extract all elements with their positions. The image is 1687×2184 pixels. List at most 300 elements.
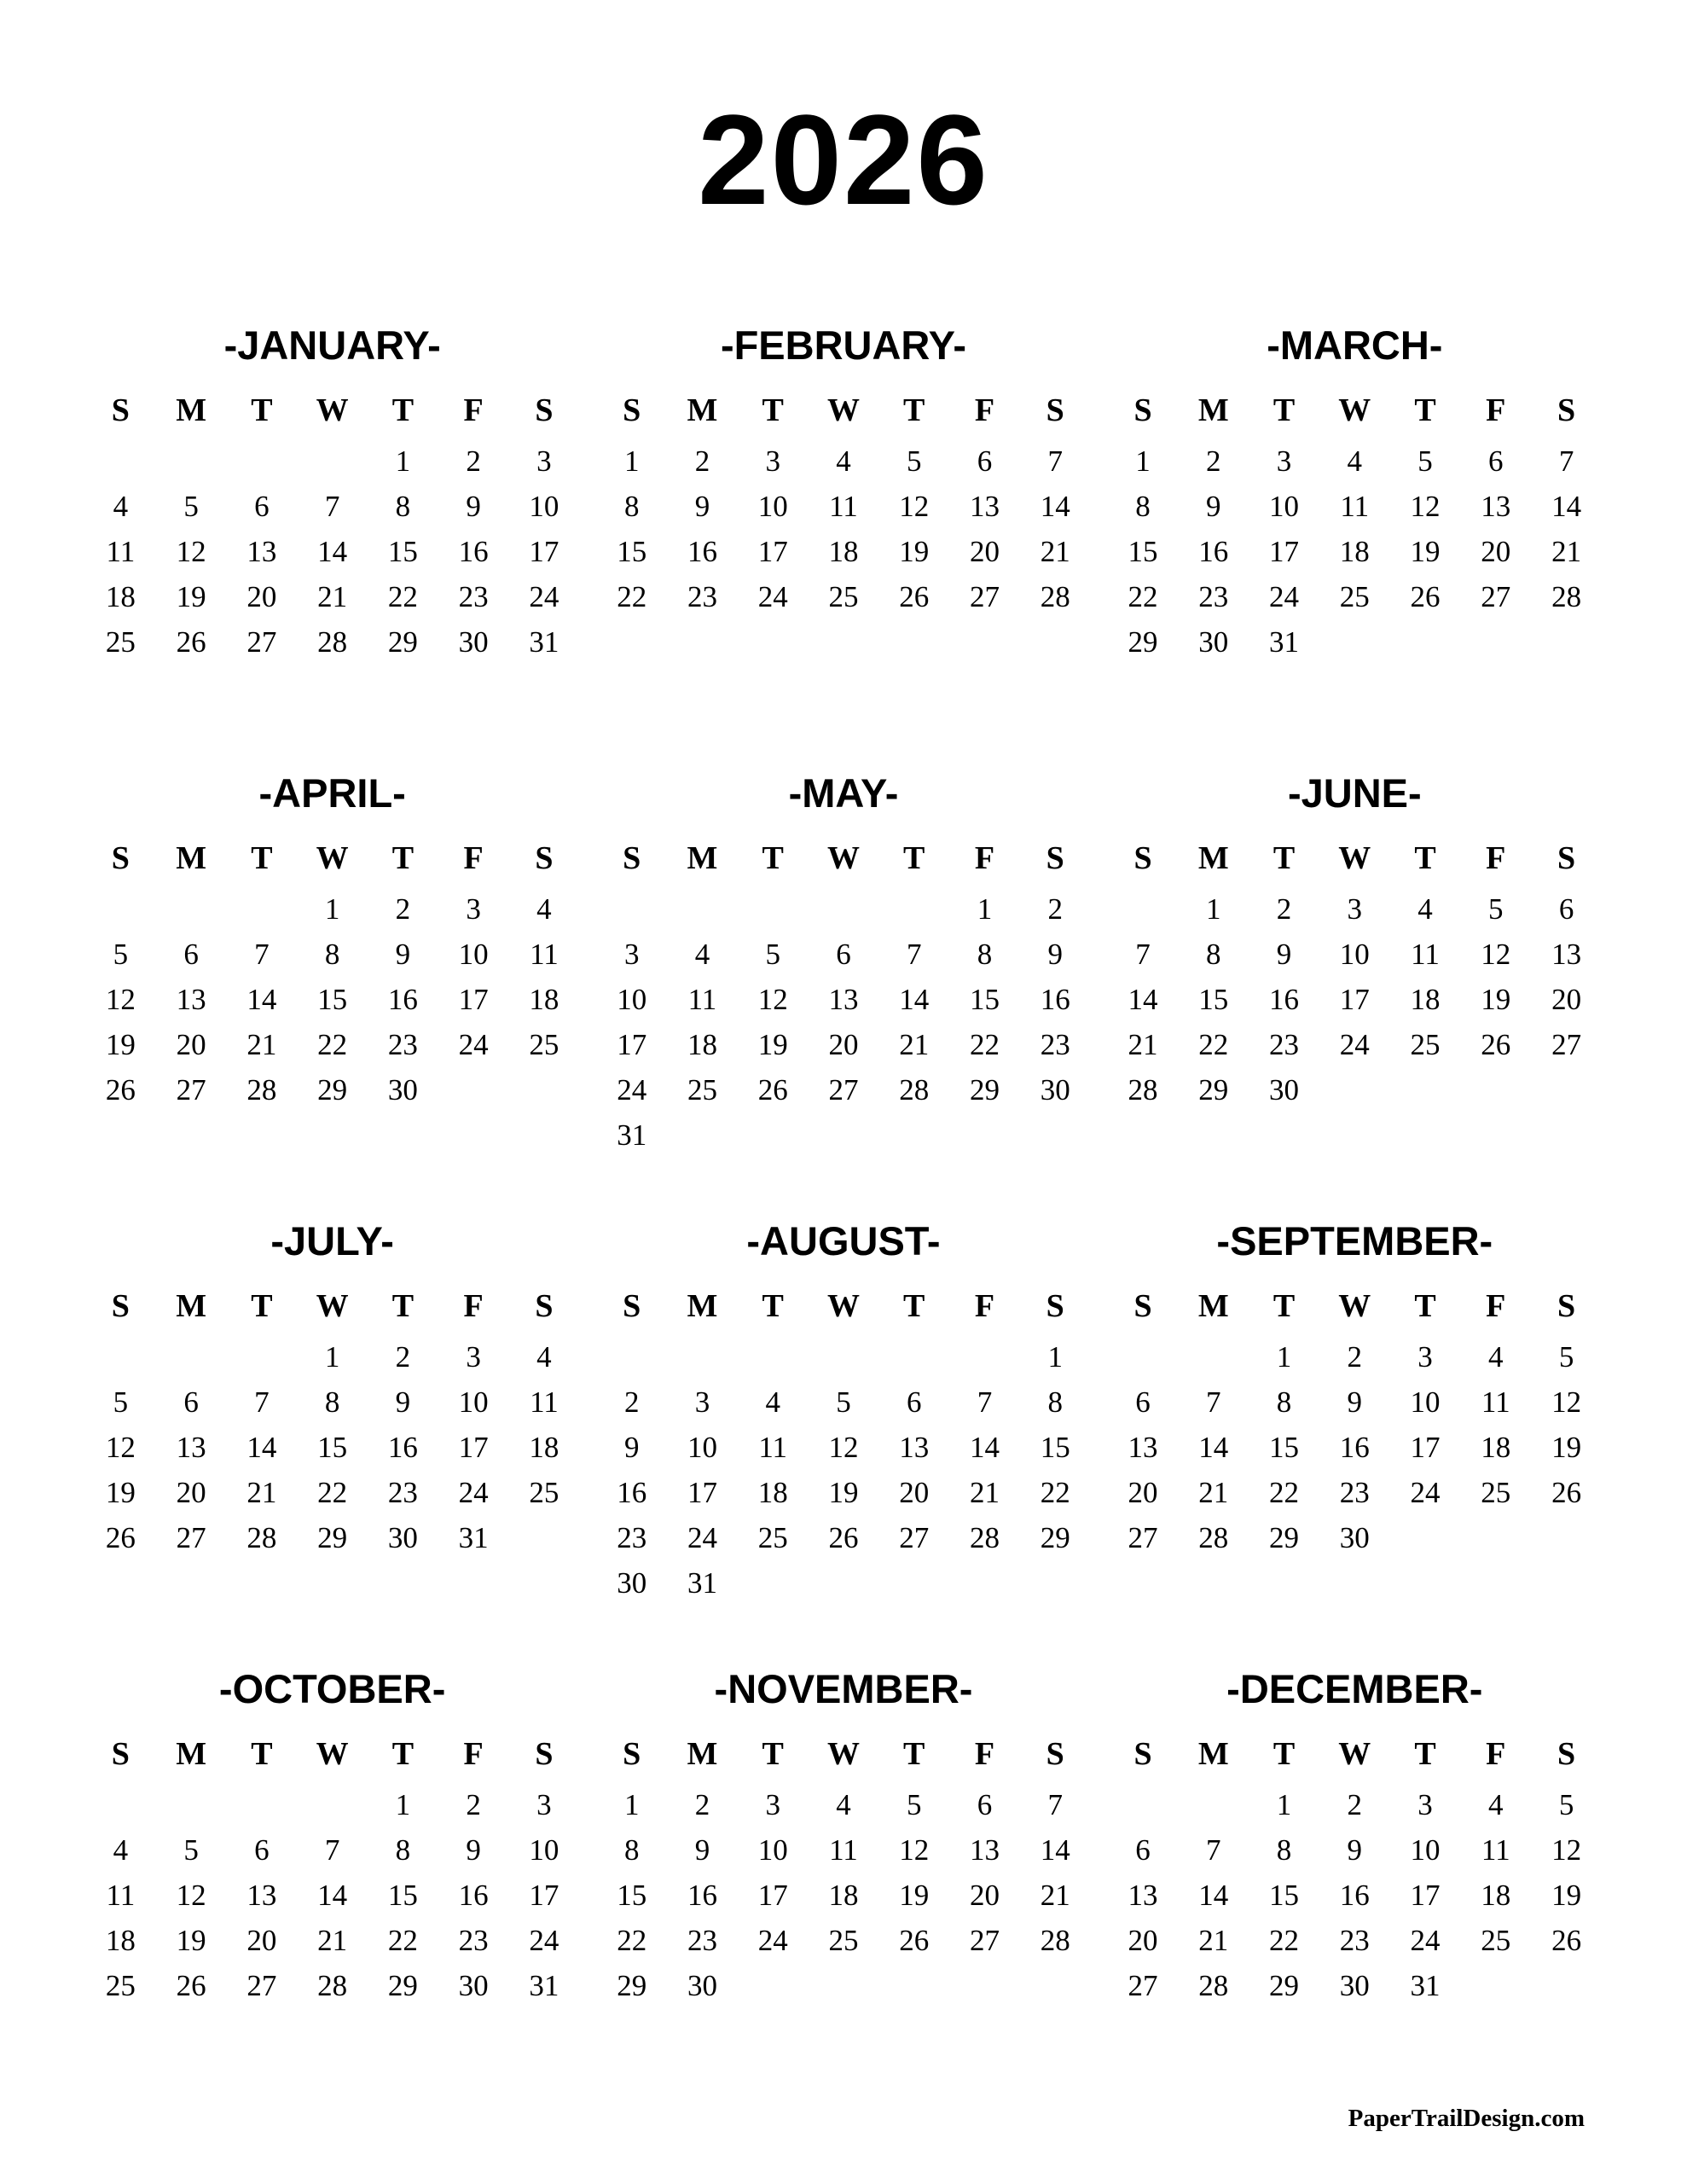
- day-cell: 30: [387, 1073, 418, 1107]
- day-cell: 11: [106, 535, 136, 568]
- weekday-header: T: [251, 840, 273, 876]
- weekday-header: F: [463, 1736, 484, 1772]
- day-cell: [1390, 2008, 1461, 2024]
- day-cell: [949, 635, 1020, 650]
- week-row: [85, 1112, 579, 1128]
- day-cell: 17: [1339, 983, 1370, 1016]
- day-cell: [1108, 1334, 1179, 1380]
- day-cell: 21: [1551, 535, 1582, 568]
- day-cell: 13: [1128, 1431, 1158, 1464]
- week-row: [1108, 574, 1602, 619]
- weekday-header: F: [974, 840, 995, 876]
- day-cell: 23: [458, 1924, 489, 1957]
- week-row: [85, 619, 579, 665]
- day-cell: 14: [1198, 1879, 1229, 1912]
- day-cell: 10: [757, 1833, 788, 1867]
- day-cell: 31: [1269, 625, 1300, 659]
- day-cell: 8: [623, 490, 640, 523]
- day-cell: 5: [1558, 1788, 1574, 1821]
- day-cell: 9: [1047, 938, 1063, 971]
- day-cell: 15: [317, 1431, 348, 1464]
- weekday-header: W: [316, 392, 349, 428]
- weekday-header: M: [687, 840, 718, 876]
- day-cell: 12: [1551, 1833, 1582, 1867]
- day-cell: 12: [176, 1879, 206, 1912]
- weekday-header: M: [176, 392, 207, 428]
- month-name: -JULY-: [270, 1218, 394, 1263]
- day-cell: [1249, 1560, 1319, 1576]
- day-cell: 4: [113, 490, 129, 523]
- day-cell: 29: [1198, 1073, 1229, 1107]
- day-cell: [1249, 2008, 1319, 2024]
- weekday-header-row: [1108, 842, 1602, 886]
- weekday-header-row: [1108, 1738, 1602, 1782]
- month-name: -SEPTEMBER-: [1216, 1218, 1493, 1263]
- day-cell: [509, 1067, 580, 1112]
- day-cell: 13: [1481, 490, 1511, 523]
- day-cell: 8: [324, 938, 340, 971]
- week-row: [85, 1067, 579, 1112]
- weekday-header-row: [596, 1290, 1090, 1334]
- day-cell: [227, 886, 298, 932]
- week-row: [596, 1827, 1090, 1873]
- day-cell: 19: [1481, 983, 1511, 1016]
- week-row: [85, 1782, 579, 1827]
- weekday-header: T: [762, 392, 784, 428]
- day-cell: 4: [1488, 1788, 1504, 1821]
- month-table: [596, 1290, 1090, 1606]
- weekday-header: T: [903, 392, 925, 428]
- day-cell: 28: [969, 1521, 1000, 1554]
- day-cell: 14: [317, 1879, 348, 1912]
- week-row: [1108, 529, 1602, 574]
- month-name: -FEBRUARY-: [720, 322, 967, 368]
- day-cell: 14: [1198, 1431, 1229, 1464]
- day-cell: [85, 1334, 156, 1380]
- day-cell: [809, 619, 879, 635]
- months-grid: [0, 322, 1687, 2113]
- day-cell: 28: [1551, 580, 1582, 613]
- day-cell: [85, 1560, 156, 1576]
- weekday-header: T: [1272, 392, 1296, 428]
- day-cell: [1390, 1067, 1461, 1112]
- day-cell: 28: [246, 1073, 277, 1107]
- day-cell: 1: [1206, 892, 1221, 926]
- day-cell: 13: [969, 490, 1000, 523]
- day-cell: 31: [529, 625, 559, 659]
- day-cell: 30: [458, 1969, 489, 2002]
- week-row: [85, 1560, 579, 1576]
- day-cell: [85, 665, 156, 680]
- day-cell: [297, 2008, 368, 2024]
- day-cell: 16: [387, 983, 418, 1016]
- day-cell: 6: [1558, 892, 1574, 926]
- day-cell: [297, 1112, 368, 1128]
- month-block: [1099, 322, 1610, 770]
- day-cell: 14: [1551, 490, 1582, 523]
- day-cell: [1020, 2008, 1091, 2024]
- day-cell: 14: [246, 983, 277, 1016]
- day-cell: 17: [1410, 1879, 1441, 1912]
- day-cell: 4: [836, 1788, 851, 1821]
- day-cell: [1319, 665, 1390, 680]
- day-cell: 24: [1269, 580, 1300, 613]
- day-cell: [1531, 2008, 1602, 2024]
- day-cell: 2: [1347, 1340, 1363, 1374]
- day-cell: 30: [1269, 1073, 1300, 1107]
- day-cell: [738, 886, 809, 932]
- day-cell: 22: [387, 580, 418, 613]
- day-cell: 25: [687, 1073, 717, 1107]
- day-cell: 22: [1198, 1028, 1229, 1061]
- day-cell: 18: [828, 1879, 859, 1912]
- day-cell: 25: [828, 580, 859, 613]
- week-row: [596, 2008, 1090, 2024]
- day-cell: [596, 635, 667, 650]
- day-cell: [596, 1334, 667, 1380]
- day-cell: 4: [113, 1833, 129, 1867]
- day-cell: [809, 1963, 879, 2008]
- day-cell: 2: [466, 1788, 481, 1821]
- day-cell: [949, 2008, 1020, 2024]
- day-cell: 24: [687, 1521, 717, 1554]
- day-cell: 16: [458, 1879, 489, 1912]
- week-row: [1108, 2008, 1602, 2024]
- day-cell: 8: [623, 1833, 640, 1867]
- day-cell: 15: [1128, 535, 1158, 568]
- week-row: [1108, 619, 1602, 665]
- day-cell: 3: [765, 1788, 780, 1821]
- day-cell: 12: [1551, 1385, 1582, 1419]
- day-cell: [1531, 1112, 1602, 1128]
- month-block: [77, 1217, 588, 1665]
- weekday-header: S: [535, 392, 554, 428]
- day-cell: [1390, 1515, 1461, 1560]
- day-cell: 6: [1135, 1833, 1151, 1867]
- day-cell: 29: [969, 1073, 1000, 1107]
- day-cell: 2: [1206, 444, 1221, 478]
- weekday-header: S: [1133, 1736, 1152, 1772]
- day-cell: 7: [1558, 444, 1574, 478]
- day-cell: [297, 1560, 368, 1576]
- day-cell: [297, 439, 368, 484]
- weekday-header: M: [687, 392, 718, 428]
- day-cell: 9: [694, 1833, 710, 1867]
- day-cell: 23: [387, 1028, 418, 1061]
- day-cell: 17: [1269, 535, 1300, 568]
- day-cell: 17: [687, 1476, 717, 1509]
- month-table: [85, 394, 579, 680]
- day-cell: 14: [899, 983, 930, 1016]
- day-cell: 17: [757, 535, 788, 568]
- day-cell: 18: [105, 580, 136, 613]
- weekday-header-row: [596, 842, 1090, 886]
- week-row: [85, 2008, 579, 2024]
- day-cell: 11: [758, 1431, 788, 1464]
- weekday-header-row: [85, 1738, 579, 1782]
- day-cell: 13: [246, 1879, 277, 1912]
- day-cell: 5: [1417, 444, 1433, 478]
- day-cell: [297, 1782, 368, 1827]
- week-row: [1108, 1515, 1602, 1560]
- weekday-header: W: [826, 1288, 860, 1324]
- day-cell: [1460, 1515, 1531, 1560]
- day-cell: 20: [1551, 983, 1582, 1016]
- day-cell: 20: [176, 1028, 206, 1061]
- day-cell: [227, 2008, 298, 2024]
- day-cell: 19: [757, 1028, 788, 1061]
- day-cell: [1249, 665, 1319, 680]
- day-cell: 15: [617, 1879, 647, 1912]
- day-cell: 13: [1128, 1879, 1158, 1912]
- day-cell: 25: [1481, 1924, 1511, 1957]
- weekday-header: W: [826, 840, 860, 876]
- day-cell: [438, 1560, 509, 1576]
- weekday-header: S: [111, 1288, 130, 1324]
- week-row: [596, 1470, 1090, 1515]
- day-cell: 14: [1040, 1833, 1070, 1867]
- day-cell: 4: [694, 938, 710, 971]
- day-cell: [667, 635, 738, 650]
- week-row: [596, 1963, 1090, 2008]
- day-cell: 2: [694, 444, 710, 478]
- weekday-header-row: [1108, 1290, 1602, 1334]
- day-cell: 19: [176, 580, 206, 613]
- week-row: [85, 1334, 579, 1380]
- weekday-header: S: [111, 392, 130, 428]
- day-cell: 14: [969, 1431, 1000, 1464]
- weekday-header: T: [903, 1736, 925, 1772]
- day-cell: 14: [1040, 490, 1070, 523]
- day-cell: 17: [458, 983, 489, 1016]
- day-cell: 11: [530, 1385, 559, 1419]
- day-cell: 16: [1198, 535, 1229, 568]
- day-cell: 12: [105, 983, 136, 1016]
- weekday-header: S: [1046, 840, 1064, 876]
- weekday-header: F: [463, 840, 484, 876]
- day-cell: [1531, 1963, 1602, 2008]
- day-cell: 6: [977, 444, 993, 478]
- day-cell: 10: [458, 1385, 489, 1419]
- day-cell: [438, 1067, 509, 1112]
- day-cell: [809, 1560, 879, 1606]
- day-cell: 26: [105, 1521, 136, 1554]
- month-name: -OCTOBER-: [218, 1666, 446, 1711]
- day-cell: 10: [529, 490, 559, 523]
- day-cell: [156, 2008, 227, 2024]
- day-cell: [738, 619, 809, 635]
- weekday-header: W: [1338, 392, 1371, 428]
- day-cell: [1108, 1112, 1179, 1128]
- day-cell: 27: [176, 1521, 206, 1554]
- day-cell: 15: [387, 1879, 418, 1912]
- day-cell: 27: [969, 580, 1000, 613]
- week-row: [85, 1022, 579, 1067]
- day-cell: 11: [687, 983, 717, 1016]
- day-cell: [667, 1334, 738, 1380]
- day-cell: [738, 1963, 809, 2008]
- weekday-header: T: [251, 1288, 273, 1324]
- month-table: [1108, 1738, 1602, 2024]
- day-cell: 12: [757, 983, 788, 1016]
- month-table: [596, 394, 1090, 650]
- day-cell: [878, 619, 949, 635]
- day-cell: [1249, 1112, 1319, 1128]
- month-block: [588, 1665, 1099, 2113]
- month-name: -NOVEMBER-: [714, 1666, 973, 1711]
- day-cell: 5: [113, 938, 129, 971]
- day-cell: [1178, 1334, 1249, 1380]
- day-cell: 10: [1410, 1833, 1441, 1867]
- month-name: -JANUARY-: [223, 322, 441, 368]
- week-row: [85, 529, 579, 574]
- day-cell: 6: [254, 490, 270, 523]
- day-cell: 16: [387, 1431, 418, 1464]
- weekday-header: S: [1046, 392, 1064, 428]
- month-table: [85, 1738, 579, 2024]
- weekday-header: M: [687, 1288, 718, 1324]
- day-cell: 24: [757, 580, 788, 613]
- month-table: [1108, 842, 1602, 1128]
- day-cell: 29: [1269, 1969, 1300, 2002]
- day-cell: 1: [977, 892, 993, 926]
- weekday-header: T: [762, 1736, 784, 1772]
- day-cell: 3: [536, 444, 552, 478]
- week-row: [596, 1782, 1090, 1827]
- day-cell: 4: [1488, 1340, 1504, 1374]
- week-row: [1108, 932, 1602, 977]
- day-cell: 23: [1269, 1028, 1300, 1061]
- day-cell: 8: [395, 1833, 411, 1867]
- day-cell: [667, 619, 738, 635]
- day-cell: [227, 1782, 298, 1827]
- page-title: 2026: [698, 88, 989, 231]
- day-cell: [156, 1334, 227, 1380]
- day-cell: 12: [828, 1431, 859, 1464]
- day-cell: 22: [317, 1028, 348, 1061]
- weekday-header: W: [316, 1288, 349, 1324]
- day-cell: 30: [1339, 1969, 1370, 2002]
- weekday-header: W: [1338, 1288, 1371, 1324]
- weekday-header: F: [1486, 1736, 1506, 1772]
- day-cell: [878, 1334, 949, 1380]
- day-cell: [368, 1560, 438, 1576]
- weekday-header: W: [316, 1736, 349, 1772]
- day-cell: [1020, 619, 1091, 635]
- weekday-header: S: [535, 1288, 554, 1324]
- week-row: [596, 635, 1090, 650]
- day-cell: 30: [687, 1969, 717, 2002]
- day-cell: [1531, 1515, 1602, 1560]
- day-cell: [156, 1112, 227, 1128]
- day-cell: 6: [836, 938, 851, 971]
- day-cell: 25: [105, 1969, 136, 2002]
- day-cell: 3: [1417, 1340, 1433, 1374]
- day-cell: 13: [176, 1431, 206, 1464]
- day-cell: 27: [246, 1969, 277, 2002]
- day-cell: 1: [1276, 1340, 1292, 1374]
- day-cell: [1460, 1560, 1531, 1576]
- week-row: [596, 1380, 1090, 1425]
- day-cell: 14: [1128, 983, 1158, 1016]
- day-cell: 30: [387, 1521, 418, 1554]
- weekday-header-row: [596, 1738, 1090, 1782]
- day-cell: 6: [254, 1833, 270, 1867]
- day-cell: 6: [977, 1788, 993, 1821]
- day-cell: 12: [176, 535, 206, 568]
- day-cell: 6: [1488, 444, 1504, 478]
- day-cell: 10: [757, 490, 788, 523]
- day-cell: 4: [1417, 892, 1433, 926]
- day-cell: [738, 635, 809, 650]
- day-cell: [738, 2008, 809, 2024]
- weekday-header: S: [623, 840, 641, 876]
- day-cell: 11: [106, 1879, 136, 1912]
- day-cell: 23: [1339, 1924, 1370, 1957]
- day-cell: 18: [687, 1028, 717, 1061]
- day-cell: 26: [1551, 1924, 1582, 1957]
- day-cell: 15: [317, 983, 348, 1016]
- day-cell: 18: [529, 983, 559, 1016]
- day-cell: 13: [899, 1431, 930, 1464]
- day-cell: 26: [1410, 580, 1441, 613]
- month-block: [77, 322, 588, 770]
- month-name: -MAY-: [788, 770, 899, 816]
- day-cell: 12: [105, 1431, 136, 1464]
- day-cell: [1020, 1560, 1091, 1606]
- weekday-header: T: [903, 840, 925, 876]
- day-cell: 6: [183, 1385, 199, 1419]
- month-name: -JUNE-: [1287, 770, 1422, 816]
- day-cell: 27: [1481, 580, 1511, 613]
- week-row: [85, 932, 579, 977]
- week-row: [1108, 1334, 1602, 1380]
- day-cell: 26: [899, 1924, 930, 1957]
- day-cell: 20: [1128, 1476, 1158, 1509]
- day-cell: 2: [1347, 1788, 1363, 1821]
- day-cell: 16: [617, 1476, 647, 1509]
- day-cell: 12: [1481, 938, 1511, 971]
- weekday-header: F: [463, 392, 484, 428]
- day-cell: 21: [1198, 1476, 1229, 1509]
- weekday-header: W: [826, 392, 860, 428]
- day-cell: 26: [757, 1073, 788, 1107]
- day-cell: 31: [1410, 1969, 1441, 2002]
- weekday-header: T: [762, 1288, 784, 1324]
- day-cell: [1020, 1963, 1091, 2008]
- month-table: [596, 842, 1090, 1158]
- day-cell: [85, 1112, 156, 1128]
- day-cell: 21: [246, 1028, 277, 1061]
- day-cell: 25: [1410, 1028, 1441, 1061]
- day-cell: 3: [466, 892, 481, 926]
- day-cell: [1020, 1112, 1091, 1158]
- week-row: [1108, 977, 1602, 1022]
- day-cell: [1460, 1963, 1531, 2008]
- day-cell: 7: [1047, 444, 1063, 478]
- week-row: [1108, 1827, 1602, 1873]
- weekday-header: T: [251, 1736, 273, 1772]
- day-cell: 5: [183, 490, 199, 523]
- day-cell: [156, 886, 227, 932]
- day-cell: 9: [1347, 1385, 1363, 1419]
- day-cell: 27: [246, 625, 277, 659]
- day-cell: 22: [317, 1476, 348, 1509]
- day-cell: [156, 439, 227, 484]
- day-cell: [667, 886, 738, 932]
- weekday-header: S: [1133, 840, 1152, 876]
- day-cell: 21: [899, 1028, 930, 1061]
